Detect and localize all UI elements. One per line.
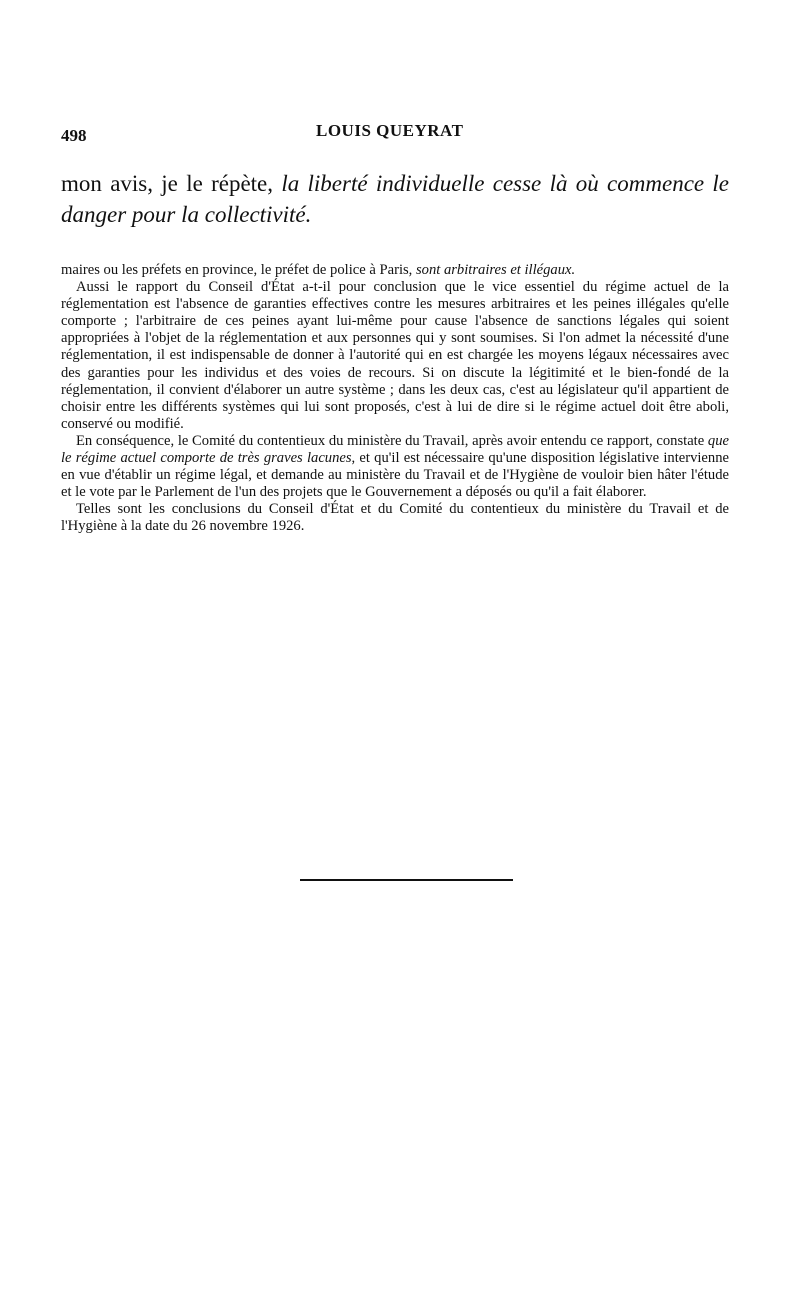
- intro-sentence: [61, 168, 729, 230]
- paragraph-1-text: maires ou les préfets en province, le préfet de police à Paris,: [61, 262, 416, 278]
- paragraph-2: Aussi le rapport du Conseil d'État a-t-il pour conclusion que le vice essentiel du régime actuel de la réglementation est l'absence de garanties effectives contre les mesures arbitraires et les peines illégales qu'elle comporte ; l'arbitraire de ces peines ayant lui-même pour cause l'absence de sanctions légales qui soient appropriées à l'objet de la réglementation et aux personnes qui y sont soumises. Si l'on admet la nécessité d'une réglementation, il est indispensable de donner à l'autorité qui en est chargée les moyens légaux nécessaires avec des garanties pour les individus et des voies de recours. Si on discute la légitimité et le bien-fondé de la réglementation, il convient d'élaborer un autre système ; dans les deux cas, c'est au législateur qu'il appartient de choisir entre les différents systèmes qui lui sont proposés, c'est à lui de dire si le régime actuel doit être aboli, conservé ou modifié.: [61, 279, 729, 432]
- page-number: 498: [61, 126, 87, 145]
- paragraph-3-text-end: , et qu'il est nécessaire qu'une disposition législative intervienne en vue d'établir un régime légal, et demande au ministère du Travail et de l'Hygiène de vouloir bien hâter l'étude et le vote par le Parlement de l'un des projets que le Gouvernement a déposés ou qu'il a fait élaborer.: [61, 450, 729, 501]
- intro-text: mon avis, je le répète,: [61, 171, 282, 196]
- body-text: [61, 262, 729, 536]
- paragraph-1: [61, 262, 729, 279]
- paragraph-3-italic: que le régime actuel comporte de très graves lacunes: [61, 432, 729, 467]
- paragraph-3: [61, 433, 729, 501]
- intro-emphasis: la liberté individuelle cesse là où commence le danger pour la collectivité.: [61, 171, 730, 227]
- paragraph-1-italic: sont arbitraires et illégaux.: [415, 262, 576, 278]
- section-end-rule: [300, 879, 513, 881]
- paragraph-4: Telles sont les conclusions du Conseil d'État et du Comité du contentieux du ministère du Travail et de l'Hygiène à la date du 26 novembre 1926.: [61, 501, 729, 535]
- paragraph-3-text: En conséquence, le Comité du contentieux du ministère du Travail, après avoir entendu ce rapport, constate: [76, 432, 708, 449]
- running-title: LOUIS QUEYRAT: [316, 121, 464, 140]
